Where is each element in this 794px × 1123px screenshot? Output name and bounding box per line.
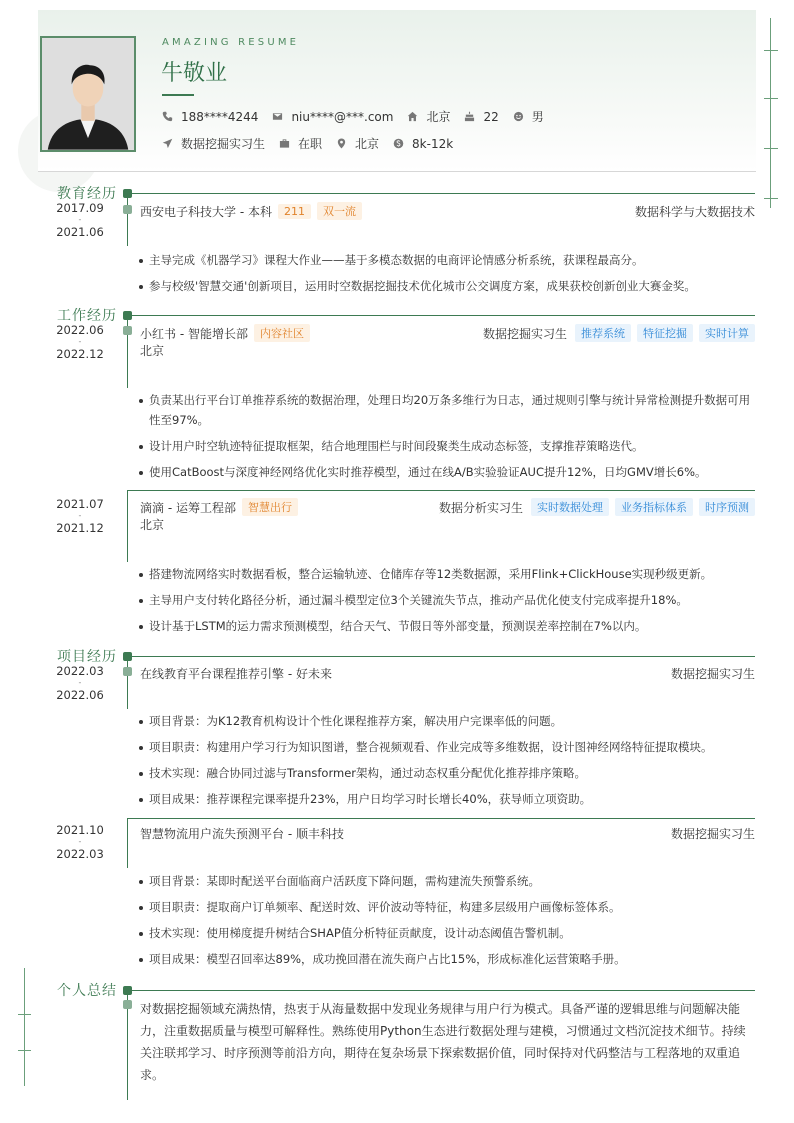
salary-icon [393, 138, 404, 149]
section-marker [123, 189, 132, 198]
entry-marker [123, 326, 132, 335]
hometown-text: 北京 [426, 110, 451, 124]
project-role: 数据挖掘实习生 [670, 667, 755, 681]
entry-date [50, 200, 110, 240]
entry-date [50, 496, 110, 536]
list-item: 使用CatBoost与深度神经网络优化实时推荐模型，通过在线A/B实验验证AUC提升12%，日均GMV增长6%。 [138, 462, 756, 482]
project-entry-head [140, 665, 755, 682]
work-city: 北京 [140, 518, 165, 532]
section-rule [127, 315, 755, 316]
email-text: niu****@***.com [291, 109, 394, 124]
end-date: 2022.03 [56, 847, 104, 861]
list-item: 项目成果：推荐课程完课率提升23%，用户日均学习时长增长40%，获导师立项资助。 [138, 789, 756, 809]
list-item: 项目职责：构建用户学习行为知识图谱，整合视频观看、作业完成等多维数据，设计图神经网络特征提取模块。 [138, 737, 756, 757]
salary-item [393, 137, 453, 151]
list-item: 参与校级'智慧交通'创新项目，运用时空数据挖掘技术优化城市公交调度方案，成果获校创新创业大赛金奖。 [138, 276, 756, 296]
school-name: 西安电子科技大学 - 本科 [140, 204, 272, 219]
decorative-tick [764, 50, 778, 51]
resume-tagline: AMAZING RESUME [162, 37, 300, 48]
job-role: 数据分析实习生 [438, 500, 523, 515]
date-separator: - [78, 837, 82, 846]
education-entry-head [140, 202, 755, 220]
company-tag: 智慧出行 [242, 498, 298, 516]
date-separator: - [78, 678, 82, 687]
education-bullets [138, 250, 756, 302]
section-marker [123, 986, 132, 995]
list-item: 主导完成《机器学习》课程大作业——基于多模态数据的电商评论情感分析系统，获课程最高分。 [138, 250, 756, 270]
target-position-item [162, 135, 265, 152]
project-bullets [138, 711, 756, 815]
decorative-tick [764, 198, 778, 199]
gender-item [513, 108, 544, 125]
company-name: 小红书 - 智能增长部 [140, 326, 248, 341]
timeline-line [127, 818, 128, 868]
section-title-summary: 个人总结 [57, 983, 117, 999]
project-role: 数据挖掘实习生 [670, 827, 755, 841]
status-item [279, 135, 322, 152]
list-item: 技术实现：融合协同过滤与Transformer架构，通过动态权重分配优化推荐排序策略。 [138, 763, 756, 783]
skill-tag: 时序预测 [699, 498, 755, 516]
decorative-line-right [770, 18, 771, 208]
project-name: 在线教育平台课程推荐引擎 - 好未来 [140, 667, 332, 681]
company-tag: 内容社区 [254, 324, 310, 342]
target-city-item [336, 135, 379, 152]
decorative-tick [764, 98, 778, 99]
gender-icon [513, 111, 524, 122]
end-date: 2022.12 [56, 347, 104, 361]
job-intent-row [162, 135, 467, 152]
list-item: 项目背景：某即时配送平台面临商户活跃度下降问题，需构建流失预警系统。 [138, 871, 756, 891]
send-icon [162, 138, 173, 149]
age-text: 22 [483, 109, 499, 124]
work-bullets [138, 390, 756, 488]
candidate-name: 牛敬业 [161, 61, 228, 86]
section-title-projects: 项目经历 [57, 649, 117, 665]
section-rule [127, 656, 755, 657]
list-item: 设计基于LSTM的运力需求预测模型，结合天气、节假日等外部变量，预测误差率控制在7%以内。 [138, 616, 756, 636]
cake-icon [464, 111, 475, 122]
skill-tag: 业务指标体系 [615, 498, 693, 516]
avatar-icon [42, 38, 134, 150]
name-underline [162, 94, 194, 96]
hometown-item [407, 108, 450, 125]
section-marker [123, 652, 132, 661]
end-date: 2021.06 [56, 225, 104, 239]
timeline-line [127, 995, 128, 1100]
list-item: 项目成果：模型召回率达89%，成功挽回潜在流失商户占比15%，形成标准化运营策略手册。 [138, 949, 756, 969]
list-item: 技术实现：使用梯度提升树结合SHAP值分析特征贡献度，设计动态阈值告警机制。 [138, 923, 756, 943]
decorative-tick [764, 148, 778, 149]
project-name: 智慧物流用户流失预测平台 - 顺丰科技 [140, 827, 344, 841]
entry-date [50, 322, 110, 362]
date-separator: - [78, 215, 82, 224]
age-item [464, 110, 498, 124]
decorative-tick [18, 1050, 31, 1051]
entry-rule [127, 818, 755, 819]
list-item: 搭建物流网络实时数据看板，整合运输轨迹、仓储库存等12类数据源，采用Flink+ClickHouse实现秒级更新。 [138, 564, 756, 584]
company-name: 滴滴 - 运筹工程部 [140, 500, 236, 515]
status-text: 在职 [298, 137, 323, 151]
gender-text: 男 [531, 110, 544, 124]
summary-text: 对数据挖掘领域充满热情，热衷于从海量数据中发现业务规律与用户行为模式。具备严谨的逻辑思维与问题解决能力，注重数据质量与模型可解释性。熟练使用Python生态进行数据处理与建模，习惯通过文档沉淀技术细节。持续关注联邦学习、时序预测等前沿方向，期待在复杂场景下探索数据价值，同时保持对代码整洁与工程落地的双重追求。 [140, 1002, 746, 1082]
end-date: 2021.12 [56, 521, 104, 535]
entry-date [50, 822, 110, 862]
end-date: 2022.06 [56, 688, 104, 702]
entry-date [50, 663, 110, 703]
entry-marker [123, 1000, 132, 1009]
salary-text: 8k-12k [412, 136, 454, 151]
list-item: 负责某出行平台订单推荐系统的数据治理，处理日均20万条多维行为日志，通过规则引擎与统计异常检测提升数据可用性至97%。 [138, 390, 756, 430]
phone-item [162, 110, 258, 124]
work-entry-head [140, 324, 755, 358]
start-date: 2022.03 [56, 664, 104, 678]
decorative-tick [18, 1014, 31, 1015]
location-pin-icon [336, 138, 347, 149]
job-role: 数据挖掘实习生 [482, 326, 567, 341]
decorative-line-left [24, 968, 25, 1086]
list-item: 设计用户时空轨迹特征提取框架，结合地理围栏与时间段聚类生成动态标签，支撑推荐策略迭代。 [138, 436, 756, 456]
profile-photo [40, 36, 136, 152]
email-item [272, 110, 393, 124]
resume-header [38, 10, 756, 172]
section-rule [127, 193, 755, 194]
date-separator: - [78, 337, 82, 346]
school-tag: 双一流 [317, 202, 362, 220]
work-bullets [138, 564, 756, 642]
timeline-line [127, 490, 128, 562]
briefcase-icon [279, 138, 290, 149]
project-bullets [138, 871, 756, 975]
skill-tag: 实时计算 [699, 324, 755, 342]
target-city-text: 北京 [355, 137, 380, 151]
section-title-education: 教育经历 [57, 186, 117, 202]
skill-tag: 推荐系统 [575, 324, 631, 342]
mail-icon [272, 111, 283, 122]
start-date: 2021.07 [56, 497, 104, 511]
skill-tag: 特征挖掘 [637, 324, 693, 342]
skill-tag: 实时数据处理 [531, 498, 609, 516]
work-entry-head [140, 498, 755, 532]
list-item: 主导用户支付转化路径分析，通过漏斗模型定位3个关键流失节点，推动产品优化使支付完成率提升18%。 [138, 590, 756, 610]
date-separator: - [78, 511, 82, 520]
home-icon [407, 111, 418, 122]
target-position-text: 数据挖掘实习生 [181, 137, 266, 151]
phone-text: 188****4244 [181, 109, 259, 124]
work-city: 北京 [140, 344, 165, 358]
start-date: 2017.09 [56, 201, 104, 215]
major-name: 数据科学与大数据技术 [634, 204, 755, 219]
section-rule [127, 990, 755, 991]
phone-icon [162, 111, 173, 122]
school-tag: 211 [278, 204, 311, 219]
start-date: 2022.06 [56, 323, 104, 337]
entry-rule [127, 490, 755, 491]
section-title-work: 工作经历 [57, 308, 117, 324]
entry-marker [123, 205, 132, 214]
list-item: 项目职责：提取商户订单频率、配送时效、评价波动等特征，构建多层级用户画像标签体系。 [138, 897, 756, 917]
contact-row [162, 108, 558, 125]
list-item: 项目背景：为K12教育机构设计个性化课程推荐方案，解决用户完课率低的问题。 [138, 711, 756, 731]
section-marker [123, 311, 132, 320]
entry-marker [123, 667, 132, 676]
project-entry-head [140, 825, 755, 842]
start-date: 2021.10 [56, 823, 104, 837]
